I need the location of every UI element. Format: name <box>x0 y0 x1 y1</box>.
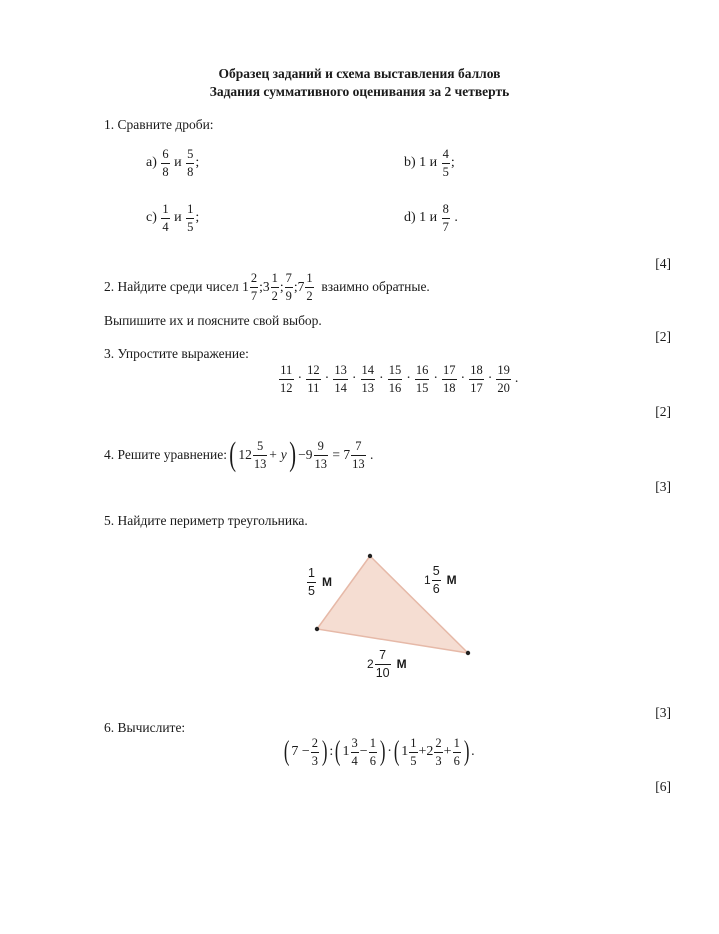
task1-item-b <box>404 148 455 178</box>
fraction: 1 4 <box>162 202 169 234</box>
vertex-right <box>466 651 470 655</box>
task6-expression: ( 7 − $\frac{2}{3}$ ) : ( 1 3 4 − $\frac{1}{6}$ ) · ( 1 1 5 + 2 2 3 + $\frac{1}{6}$ ) . <box>283 736 475 768</box>
vertex-left <box>315 627 319 631</box>
side-bottom-label: 2 7 10 М <box>367 648 407 680</box>
left-paren: ( <box>229 436 237 473</box>
fraction: 8 7 <box>442 202 449 234</box>
and-word: и <box>174 210 182 225</box>
equals-seven: = 7 <box>332 447 351 462</box>
task1-item-a <box>146 148 199 178</box>
and-word: и <box>174 155 182 170</box>
fraction: 18 17 <box>470 363 483 395</box>
task3-score: [2] <box>655 404 671 419</box>
mixed-number: 1 <box>242 279 249 294</box>
fraction: 2 7 <box>250 271 258 303</box>
task4-line: 4. Решите уравнение: ( 12 5 13 + y ) −9 $\frac{9}{13}$ = 7 7 13 . <box>104 436 374 473</box>
side-right-label: 1 5 6 М <box>424 564 457 596</box>
task4-score: [3] <box>655 479 671 494</box>
multiply-dot: · <box>433 371 439 386</box>
task1-item-d <box>404 203 458 233</box>
task1-c-label: c) <box>146 210 157 225</box>
task1-score: [4] <box>655 256 671 271</box>
fraction: 5 13 <box>253 439 267 471</box>
document-title-line1: Образец заданий и схема выставления баллов <box>218 66 501 81</box>
fraction: $\frac{2}{3}$ <box>311 736 318 768</box>
multiply-dot: · <box>379 371 384 386</box>
multiply-dot: · <box>351 371 357 386</box>
plus-y: + y <box>268 447 287 462</box>
fraction: 17 18 <box>443 363 456 395</box>
minus-nine: −9 <box>298 447 313 462</box>
mixed-number: 7 <box>297 279 305 294</box>
fraction: 5 8 <box>187 147 194 179</box>
semicolon: ; <box>450 155 455 170</box>
task2-text: 2. Найдите среди чисел <box>104 279 239 294</box>
fraction: 15 16 <box>388 363 402 395</box>
fraction: 7 13 <box>352 439 365 471</box>
multiply-dot: · <box>460 371 466 386</box>
right-paren: ) <box>289 436 296 473</box>
fraction: 13 14 <box>334 363 347 395</box>
task3-expression <box>278 364 521 394</box>
multiply-dot: · <box>324 371 330 386</box>
period: . <box>454 210 458 225</box>
mixed-number: 3 <box>262 279 270 294</box>
task1-heading: 1. Сравните дроби: <box>104 117 214 132</box>
fraction: 3 4 <box>351 736 358 768</box>
fraction: $\frac{1}{6}$ <box>453 736 460 768</box>
semicolon: ; <box>195 155 200 170</box>
task2-text-after: взаимно обратные. <box>321 279 430 294</box>
task5-score: [3] <box>655 705 671 720</box>
task3-heading: 3. Упростите выражение: <box>104 346 249 361</box>
task5-heading: 5. Найдите периметр треугольника. <box>104 513 308 528</box>
fraction: 2 3 <box>435 736 442 768</box>
document-title-line2: Задания суммативного оценивания за 2 четверть <box>209 84 510 99</box>
fraction: 1 5 <box>187 202 194 234</box>
task1-d-label: d) 1 и <box>404 210 438 225</box>
side-left-label: 1 5 М <box>308 566 332 598</box>
task2-line1: 2. Найдите среди чисел 1 2 7 ; 3 1 2 ; 7 9 ; 7 1 2 взаимно обратные. <box>104 271 430 303</box>
task2-line2: Выпишите их и поясните свой выбор. <box>104 313 322 328</box>
task2-score: [2] <box>655 329 671 344</box>
multiply-dot: · <box>297 371 303 386</box>
semicolon: ; <box>195 210 200 225</box>
fraction: 1 2 <box>306 271 313 303</box>
task1-b-label: b) 1 и <box>404 155 438 170</box>
multiply-dot: · <box>406 371 411 386</box>
fraction: 1 5 <box>410 736 417 768</box>
fraction: 4 5 <box>442 147 449 179</box>
task6-score: [6] <box>655 779 671 794</box>
fraction: 12 11 <box>307 363 320 395</box>
whole-part: 12 <box>238 447 252 462</box>
vertex-top <box>368 554 372 558</box>
fraction: 7 9 <box>285 271 292 303</box>
fraction: 16 15 <box>415 363 429 395</box>
period: . <box>514 371 519 386</box>
fraction: 11 12 <box>280 363 293 395</box>
task6-heading: 6. Вычислите: <box>104 720 186 735</box>
fraction: $\frac{1}{6}$ <box>369 736 376 768</box>
task4-text: 4. Решите уравнение: <box>104 447 227 462</box>
triangle-figure <box>300 545 490 660</box>
task1-a-label: a) <box>146 155 157 170</box>
fraction: 19 20 <box>497 363 510 395</box>
fraction: 1 2 <box>271 271 278 303</box>
fraction: 6 8 <box>162 147 169 179</box>
fraction: $\frac{9}{13}$ <box>314 439 327 471</box>
fraction: 14 13 <box>361 363 375 395</box>
multiply-dot: · <box>487 371 493 386</box>
task1-item-c <box>146 203 199 233</box>
